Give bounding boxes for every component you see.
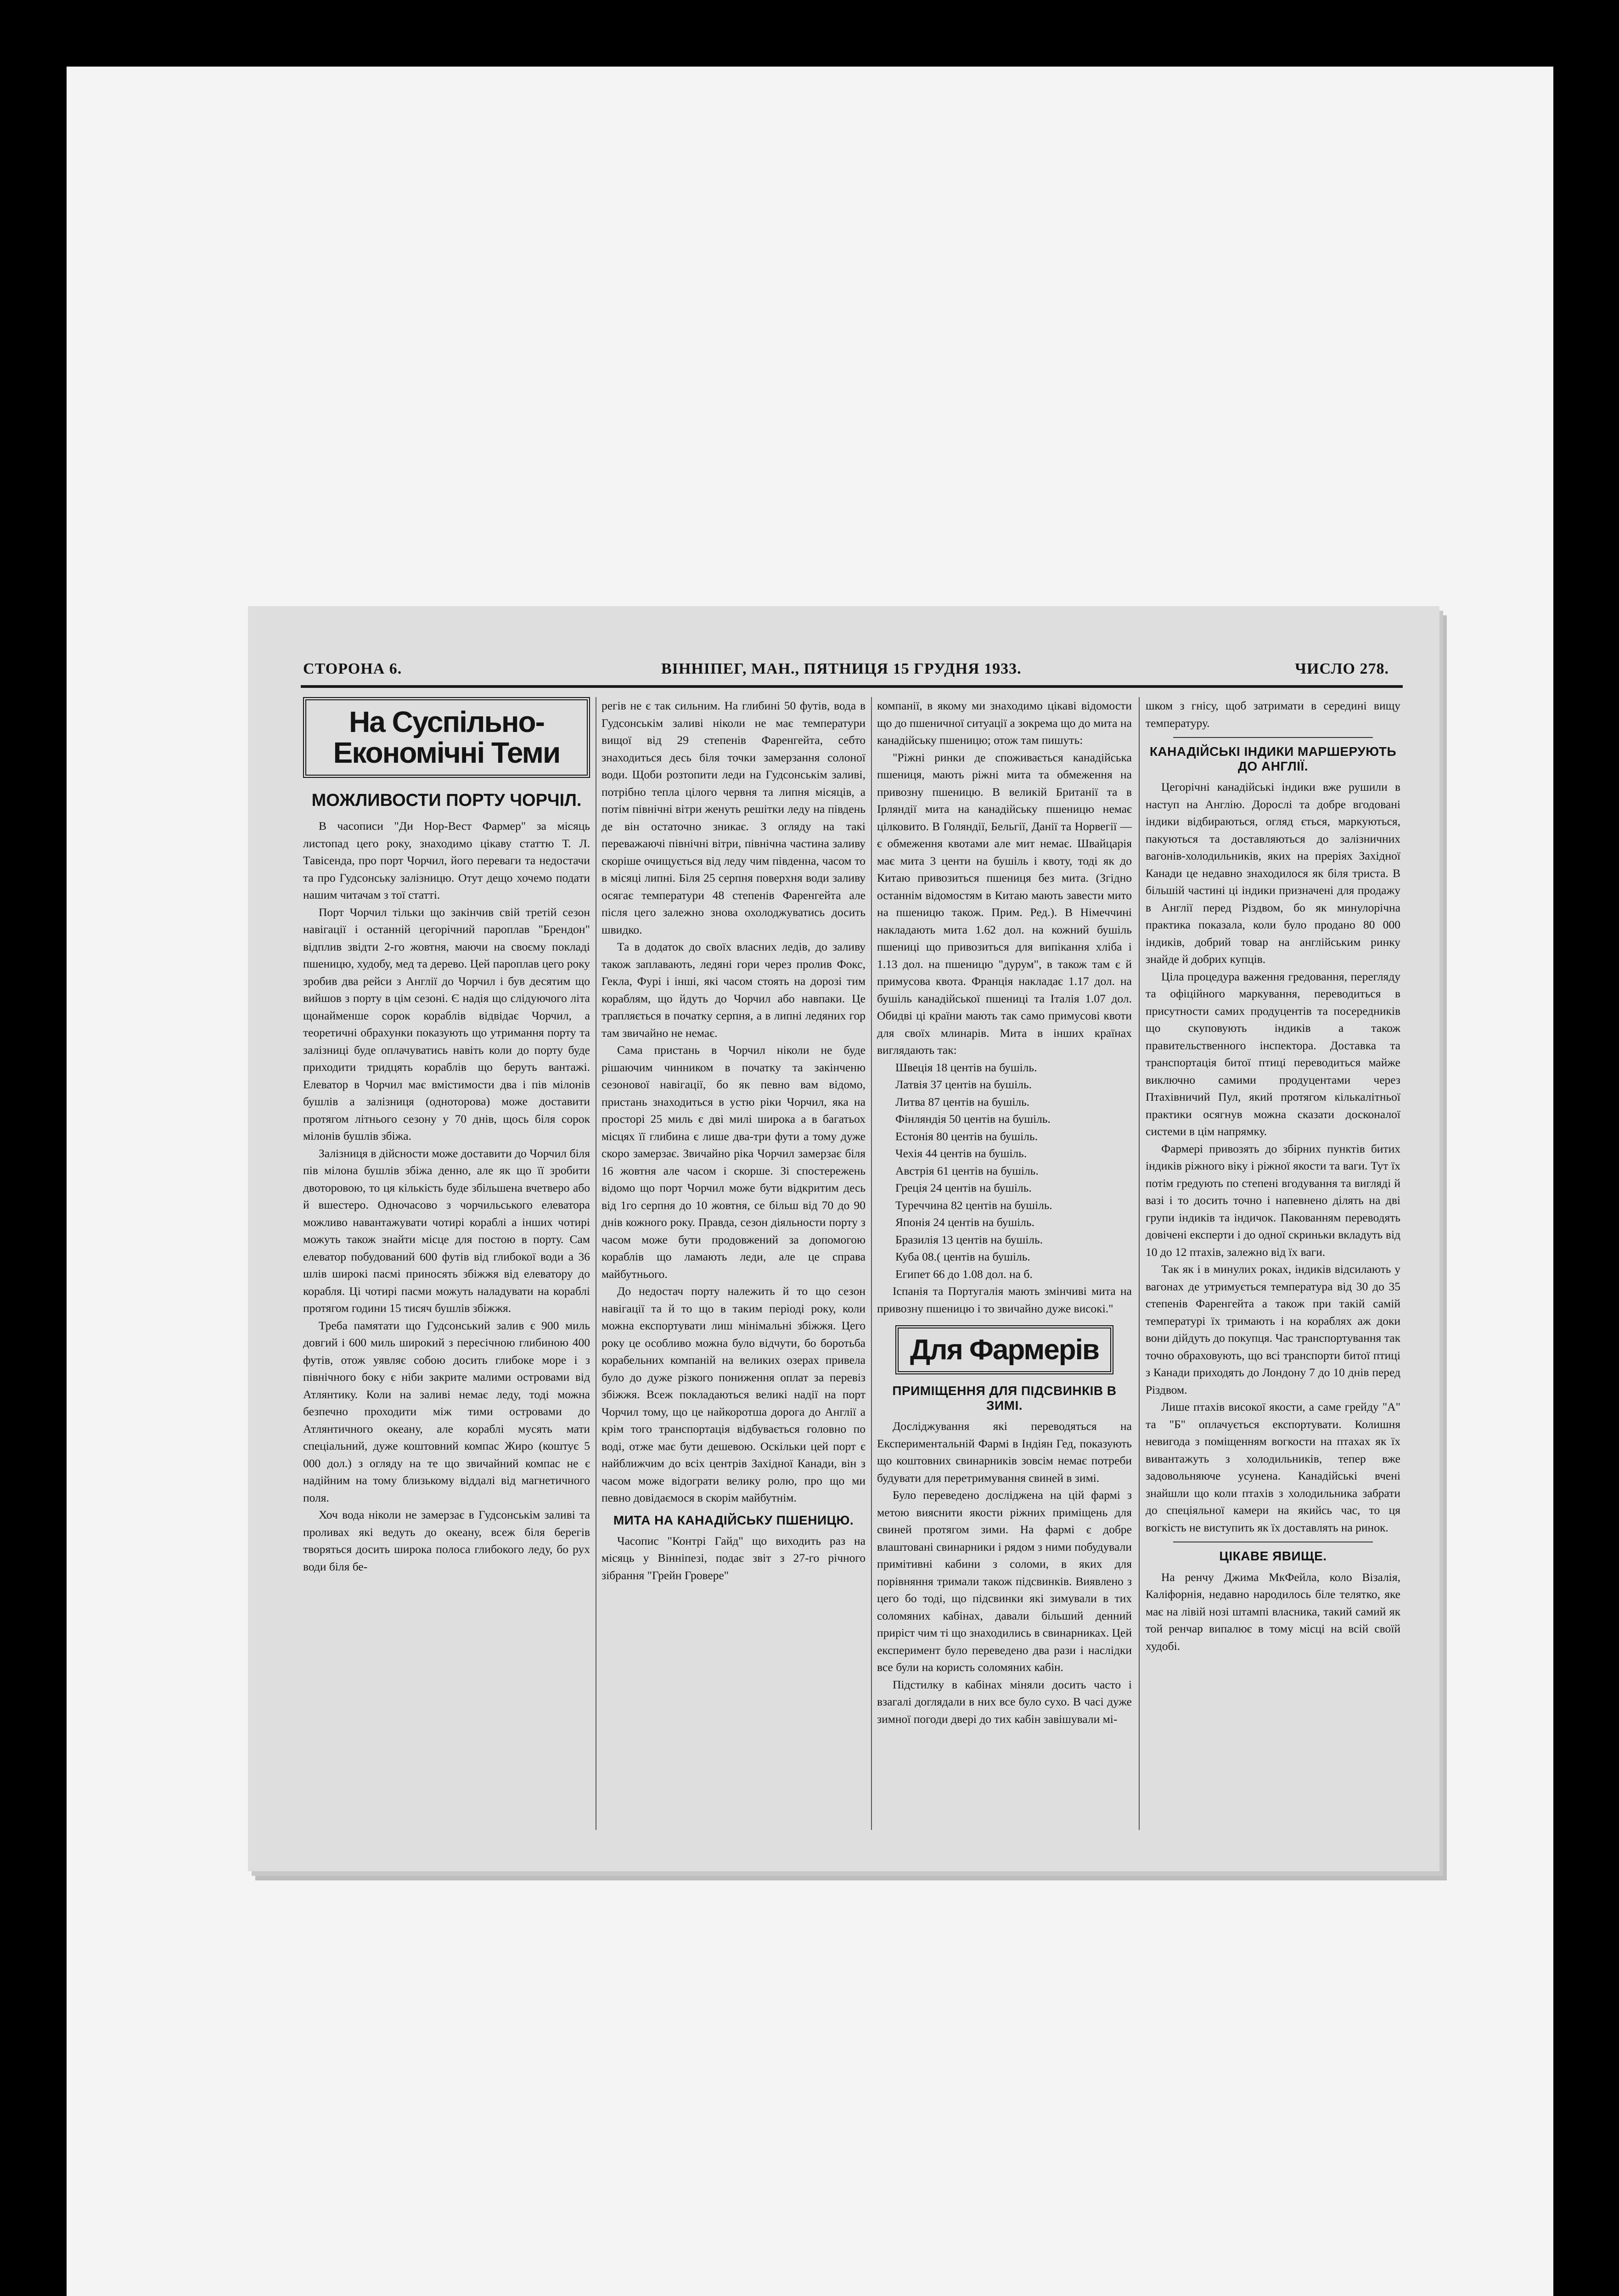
paragraph: Часопис "Контрі Гайд" що виходить раз на місяць у Вінніпезі, подає звіт з 27-го річного зібрання "Грейн Гровере" <box>602 1534 866 1582</box>
paragraph: Порт Чорчил тільки що закінчив свій третій сезон навігації і останній цегорічний пароплав "Брендон" відплив звідти 2-го жовтня, маючи на своєму покладі пшеницю, худобу, мед та дерево. Цей пароплав цего року зробив два рейси з Англії до Чорчил і був десятим що вийшов з порту в цім сезоні. Є надія що слідуючого літа щонайменше сорок кораблів відвідає Чорчил, а теоретичні обрахунки показують що утримання порту та залізниці буде оплачуватись навіть коли до порту буде приходити тридцять кораблів що беруть вантажі. Елеватор в Чорчил має вмістимости два і пів мілонів бушлів а залізниця (одноторова) може доставити протягом літнього сезону у 70 днів, щось біля сорок мілонів бушлів збіжа. <box>303 905 590 1143</box>
paragraph: Та в додаток до своїх власних ледів, до заливу також заплавають, ледяні гори через пролив Фокс, Гекла, Фурі і інші, які часом стоять на дорозі тим кораблям, що йдуть до Чорчил або навпаки. Це трапляється в початку серпня, а в липні ледяних гор там звичайно не немає. <box>602 940 866 1040</box>
paragraph: Досліджування які переводяться на Експериментальній Фармі в Індіян Гед, показують що коштовних свинарників зовсім немає потреби будувати для перетримування свиней в зимі. <box>877 1419 1132 1485</box>
article-title-curious: ЦІКАВЕ ЯВИЩЕ. <box>1219 1549 1327 1564</box>
section-banner-economic: На Суспільно-Економічні Теми <box>303 697 590 778</box>
column-4 <box>1146 697 1400 1835</box>
paragraph: В часописи "Ди Нор-Вест Фармер" за місяць листопад цего року, знаходимо цікаву статтю Т. Л. Тавісенда, про порт Чорчил, його переваги та недостачи та про Гудсонську залізницю. Отут дещо хочемо подати нашим читачам з тої статті. <box>303 819 590 902</box>
section-banner-farmers: Для Фармерів <box>895 1325 1113 1374</box>
paragraph: На ренчу Джима МкФейла, коло Візалія, Каліфорнія, недавно народилось біле телятко, яке має на лівій нозі штампі власника, такий самий як той ренчар випалює в тому місці на всій своїй худобі. <box>1146 1570 1400 1653</box>
paragraph: Залізниця в дійсности може доставити до Чорчил біля пів мілона бушлів збіжа денно, але як що її зробити двоторовою, то ця кількість буде збільшена вчетверо або й вшестеро. Одночасово з чорчильського елеватора можливо навантажувати чотирі кораблі а інших чотирі можуть також знайти місце для постою в порту. Сам елеватор побудований 600 футів від глибокої води а 36 шлів широкі пасмі приносять збіжжя від елеватору до корабля. Ці чотирі пасми можуть наладувати на кораблі протягом години 15 тисяч бушлів збіжжя. <box>303 1146 590 1315</box>
list-item: Греція 24 центів на бушіль. <box>895 1181 1032 1194</box>
column-divider <box>871 697 872 1830</box>
article-title-churchill: МОЖЛИВОСТИ ПОРТУ ЧОРЧІЛ. <box>311 791 582 810</box>
article-title-turkeys: КАНАДІЙСЬКІ ІНДИКИ МАРШЕРУЮТЬ ДО АНГЛІЇ. <box>1149 744 1397 774</box>
paragraph: Було переведено досліджена на цій фармі з метою вияснити якости ріжних приміщень для свиней протягом зими. На фармі є добре влаштовані свинарники і рядом з ними побудували примітивні кабини з соломи, в яких для порівняння тримали також підсвинків. Виявлено з цего бо тоді, що підсвинки які зимували в тих соломяних кабінах, давали більший денний приріст чим ті що знаходились в свинарниках. Цей експеримент було переведено два рази і наслідки все були на користь соломяних кабін. <box>877 1488 1132 1674</box>
list-item: Египет 66 до 1.08 дол. на б. <box>895 1267 1033 1281</box>
paragraph: Фармері привозять до збірних пунктів битих індиків ріжного віку і ріжної якости та ваги. Тут їх потім гредують по степені вгодування та вигляді й вазі і то досить точно і напевнено ділять на дві групи індиків та індичок. Пакованням переводять довічені експерти і до одної скриньки вкладуть від 10 до 12 птахів, залежно від їх ваги. <box>1146 1142 1400 1259</box>
page-number: СТОРОНА 6. <box>303 660 402 677</box>
paragraph: Ціла процедура важення гредовання, перегляду та офіційного маркування, переводиться в присутности самих продуцентів та посередників що скуповують індиків а також правительственного інспектора. Доставка та транспортація битої птиці переводиться майже виключно самими продуцентами через Птахівничий Пул, який протягом кількалітньої практики осягнув можна сказати досконалої системи в цім напрямку. <box>1146 969 1400 1138</box>
issue-number: ЧИСЛО 278. <box>1295 660 1389 677</box>
paragraph: Іспанія та Португалія мають змінчиві мита на привозну пшеницю і то звичайно дуже високі." <box>877 1284 1132 1315</box>
list-item: Куба 08.( центів на бушіль. <box>895 1250 1030 1263</box>
paragraph: "Ріжні ринки де споживається канадійська пшениця, мають ріжні мита та обмеження на привозну пшеницю. В великій Британії та в Ірляндії мита на канадійську пшеницю немає цілковито. В Голяндії, Бельгії, Данії та Норвегії — є обмеження квотами але мит немає. Швайцарія має мита 3 центи на бушіль і квоту, тоді як до Китаю привозиться пшениця без мита. (Згідно останнім відомостям в Китаю мають завести мито на пшеницю також. Прим. Ред.). В Німеччині накладають мита 1.62 дол. на кожний бушіль пшениці що привозиться для випікання хліба і 1.13 дол. на пшеницю "дурум", в також там є й примусова квота. Франція накладає 1.17 дол. на бушіль канадійської пшениці та Італія 1.07 дол. Обидві ці країни мають так само примусові квоти для своїх млинарів. Мита в інших країнах виглядають так: <box>877 750 1132 1057</box>
list-item: Туреччина 82 центів на бушіль. <box>895 1198 1052 1212</box>
header-rule <box>301 685 1403 688</box>
list-item: Чехія 44 центів на бушіль. <box>895 1147 1027 1160</box>
list-item: Фінляндія 50 центів на бушіль. <box>895 1112 1051 1125</box>
paragraph: Підстилку в кабінах міняли досить часто і взагалі доглядали в них все було сухо. В часі дуже зимної погоди двері до тих кабін завішували мі- <box>877 1677 1132 1726</box>
paragraph: шком з гнісу, щоб затримати в середині вищу температуру. <box>1146 699 1400 730</box>
article-title-wheat-duties: МИТА НА КАНАДІЙСЬКУ ПШЕНИЦЮ. <box>613 1513 854 1527</box>
newspaper-page <box>248 606 1439 1871</box>
paragraph: регів не є так сильним. На глибині 50 футів, вода в Гудсонськім заливі ніколи не має температури вищої від 29 степенів Фаренгейта, себто знаходиться десь біля точки замерзання солоної води. Щоби розтопити леди на Гудсонськім заливі, потрібно тепла цілого червня та липня місяців, а потім північні вітри женуть решітки леду на південь де він остаточно зникає. З огляду на такі переважаючі північні вітри, північна частина заливу скоріше очищується від леду чим південна, часом то в місяці липні. Біля 25 серпня поверхня води заливу осягає температури 48 степенів Фаренгейта але після цего залежно знова охолоджуватись досить швидко. <box>602 699 866 936</box>
paragraph: Хоч вода ніколи не замерзає в Гудсонськім заливі та проливах які ведуть до океану, всеж біля берегів творяться досить широка полоса глибокого леду, бо рух води біля бе- <box>303 1508 590 1573</box>
paragraph: Треба памятати що Гудсонський залив є 900 миль довгий і 600 миль широкий з пересічною глибиною 400 футів, отож уявляє собою досить глибоке море і з північного боку є ніби закрите малими островами від Атлянтику. Коли на заливі немає леду, тоді можна безпечно проходити між тими островами до Атлянтичного океану, але кораблі мусять мати спеціальний, дуже коштовний компас Жиро (коштує 5 000 дол.) з огляду на те що звичайний компас не є надійним на тому близькому віддалі від магнетичного поля. <box>303 1318 590 1504</box>
article-title-piglets: ПРИМІЩЕННЯ ДЛЯ ПІДСВИНКІВ В ЗИМІ. <box>892 1384 1117 1413</box>
paragraph: До недостач порту належить й то що сезон навігації та й то що в таким періоді року, коли можна експортувати лиш мінімальні збіжжя. Цего року це особливо можна було відчути, бо боротьба корабельних компаній на великих озерах привела було до дуже різкого пониження оплат за перевіз збіжжя. Всеж покладаються великі надії на порт Чорчил тому, що це найкоротша дорога до Англії а крім того транспортація відбувається головно по воді, отже має бути дешевою. Оскільки цей порт є найближчим до всіх центрів Західної Канади, він з часом може відограти велику ролю, про що ми певно довідаємося в скорім майбутнім. <box>602 1284 866 1504</box>
list-item: Естонія 80 центів на бушіль. <box>895 1129 1038 1143</box>
column-2 <box>602 697 866 1835</box>
list-item: Японія 24 центів на бушіль. <box>895 1216 1034 1229</box>
column-3 <box>877 697 1132 1835</box>
paragraph: Сама пристань в Чорчил ніколи не буде рішаючим чинником в початку та закінченю сезонової навігації, бо як певно вам відомо, пристань знаходиться в устю ріки Чорчил, яка на просторі 25 миль є дві милі широка а в багатьох місцях її глибина є лише два-три фути а тому дуже скоро замерзає. Звичайно ріка Чорчил замерзає біля 16 жовтня але часом і скорше. Зі спостережень відомо що порт Чорчил може бути відкритим десь від 1го серпня до 10 жовтня, се більш від 70 до 90 днів кожного року. Правда, сезон діяльности порту з часом може бути продовжений за допомогою кораблів що ламають леди, але це справа майбутнього. <box>602 1043 866 1281</box>
column-1 <box>303 697 590 1835</box>
paragraph: Лише птахів високої якости, а саме грейду "А" та "Б" оплачується експортувати. Колишня невигода з поміщенням вогкости на птахах як їх вивантажуть з холодильників, тепер вже задовольняюче усунена. Канадійські вчені знайшли що коли птахів з холодильника забрати до спеціяльної камери на якийсь час, то ця вогкість не виступить як їх доставлять на ринок. <box>1146 1400 1400 1534</box>
list-item: Латвія 37 центів на бушіль. <box>895 1078 1032 1091</box>
list-item: Швеція 18 центів на бушіль. <box>895 1060 1037 1074</box>
column-divider <box>1139 697 1140 1830</box>
list-item: Литва 87 центів на бушіль. <box>895 1095 1030 1109</box>
dateline: ВІННІПЕГ, МАН., ПЯТНИЦЯ 15 ГРУДНЯ 1933. <box>661 660 1022 677</box>
paragraph: компанії, в якому ми знаходимо цікаві відомости що до пшеничної ситуації а зокрема що до мита на канадійську пшеницю; отож там пишуть: <box>877 699 1132 747</box>
paragraph: Так як і в минулих роках, індиків відсилають у вагонах де утримується температура від 30 до 35 степенів Фаренгейта а також при такій самій температурі їх тримають і на кораблях аж доки вони дійдуть до покупця. Час транспортування так точно обраховують, що всі транспорти битої птиці з Канади приходять до Лондону 7 до 10 днів перед Різдвом. <box>1146 1262 1400 1396</box>
separator-rule <box>1173 737 1373 738</box>
film-frame <box>67 67 1553 2296</box>
list-item: Бразилія 13 центів на бушіль. <box>895 1232 1043 1246</box>
paragraph: Цегорічні канадійські індики вже рушили в наступ на Англію. Дорослі та добре вгодовані індики відбираються, огляд ється, маркуються, пакуються та доставляються до залізничних вагонів-холодильників, яких на преріях Західної Канади це недавно знаходилося як біля триста. В більшій частині ці індики призначені для продажу в Англії перед Різдвом, бо як минулорічна практика показала, коли було продано 80 000 індиків, добрий товар на англійським ринку знайде й добрих купців. <box>1146 780 1400 966</box>
duties-list <box>877 1059 1132 1283</box>
list-item: Австрія 61 центів на бушіль. <box>895 1164 1039 1177</box>
